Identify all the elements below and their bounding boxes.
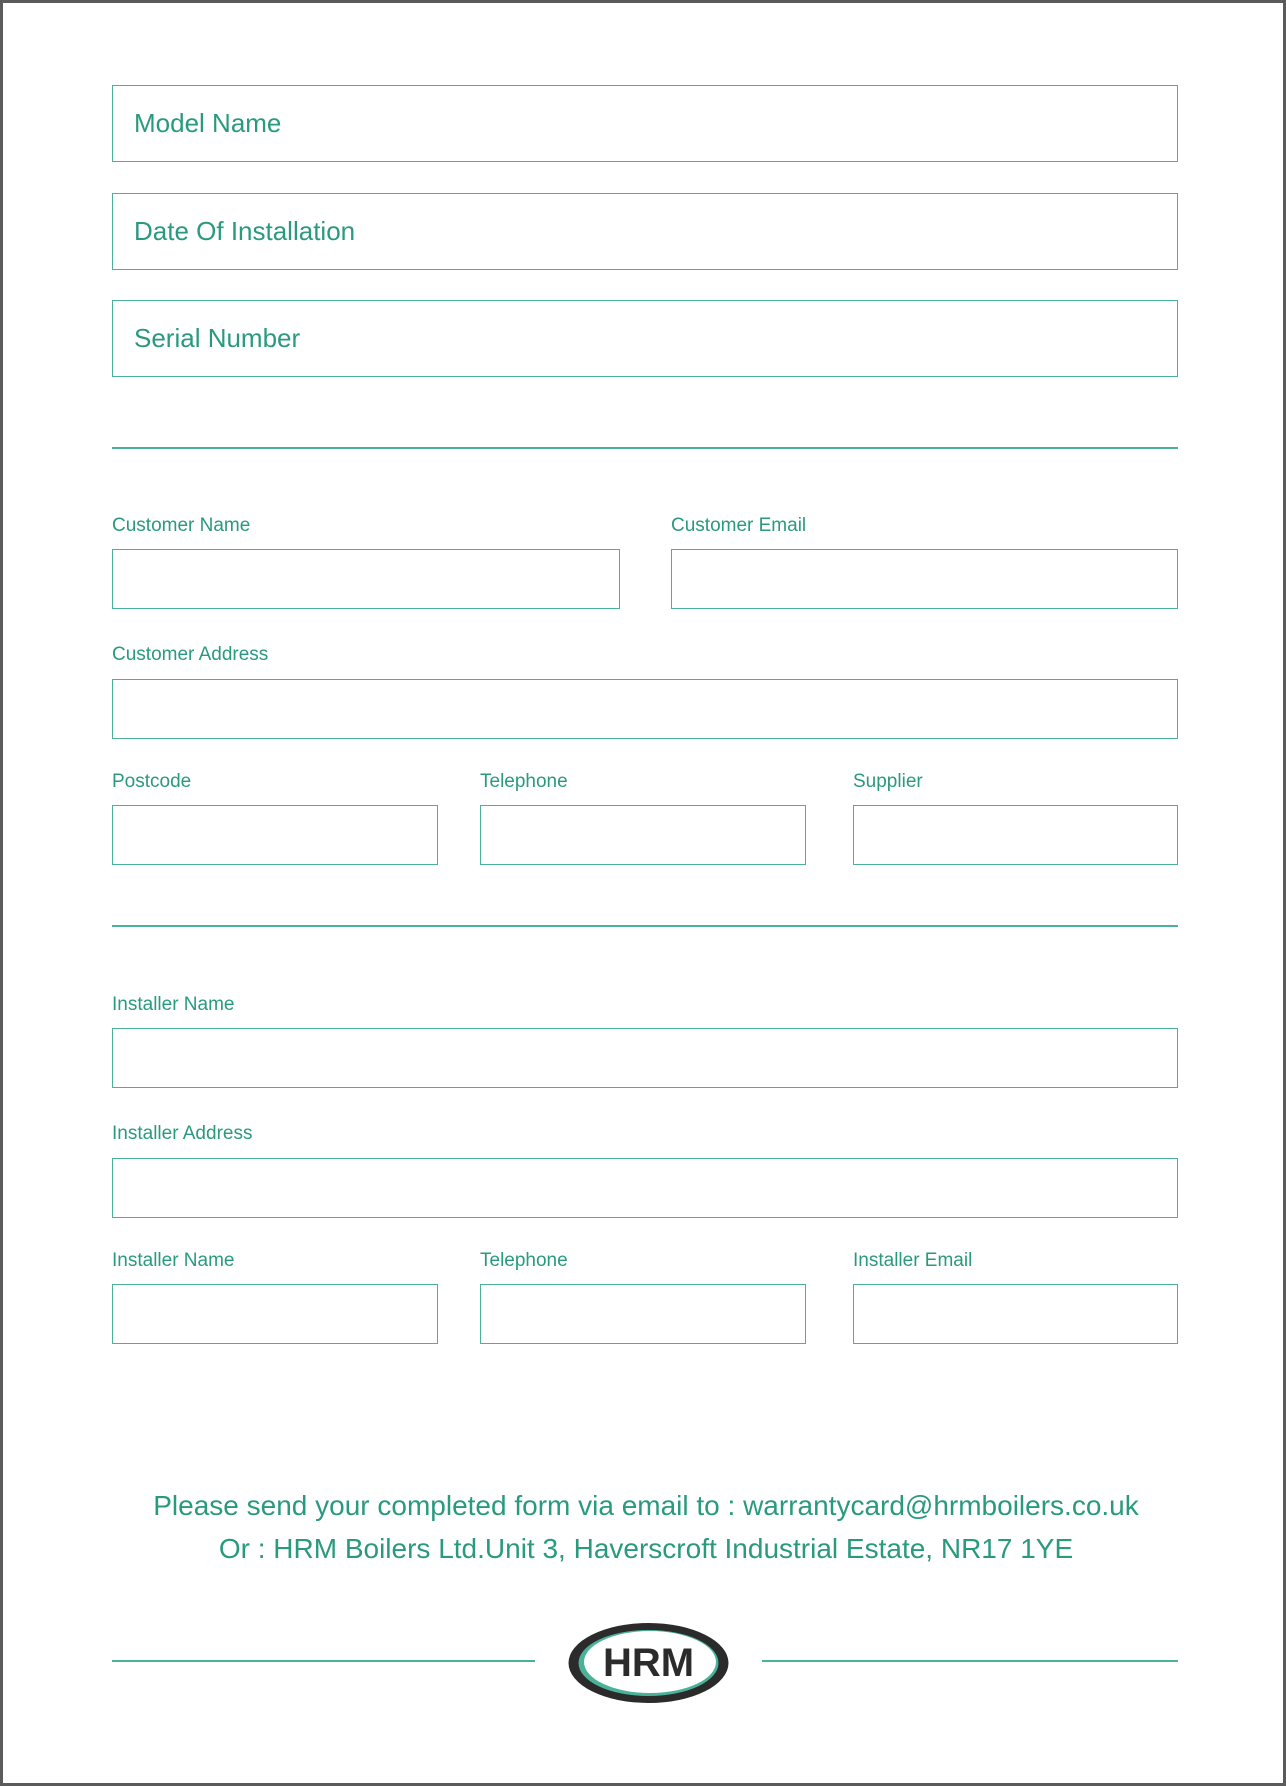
hrm-logo-mark (566, 1621, 731, 1705)
postcode-label: Postcode (112, 771, 192, 792)
model-name-label: Model Name (134, 108, 282, 138)
supplier-input[interactable] (853, 805, 1178, 865)
installer-name-2-input[interactable] (112, 1284, 438, 1344)
installer-address-label: Installer Address (112, 1123, 253, 1144)
installer-telephone-label: Telephone (480, 1250, 568, 1271)
supplier-label: Supplier (853, 771, 923, 792)
customer-email-input[interactable] (671, 549, 1178, 609)
customer-name-input[interactable] (112, 549, 620, 609)
section-divider (112, 925, 1178, 927)
footer-rule-right (762, 1660, 1178, 1662)
installer-address-input[interactable] (112, 1158, 1178, 1218)
customer-telephone-input[interactable] (480, 805, 806, 865)
hrm-logo-text: HRM (602, 1641, 695, 1685)
customer-address-label: Customer Address (112, 644, 269, 665)
installer-name-2-label: Installer Name (112, 1250, 235, 1271)
postcode-input[interactable] (112, 805, 438, 865)
date-of-installation-label: Date Of Installation (134, 216, 356, 246)
serial-number-label: Serial Number (134, 323, 301, 353)
hrm-logo (566, 1621, 731, 1705)
model-name-field[interactable] (112, 85, 1178, 162)
installer-email-input[interactable] (853, 1284, 1178, 1344)
installer-name-label: Installer Name (112, 994, 235, 1015)
customer-telephone-label: Telephone (480, 771, 568, 792)
footer-rule-left (112, 1660, 535, 1662)
customer-address-input[interactable] (112, 679, 1178, 739)
installer-email-label: Installer Email (853, 1250, 973, 1271)
section-divider (112, 447, 1178, 449)
customer-name-label: Customer Name (112, 515, 251, 536)
date-of-installation-field[interactable] (112, 193, 1178, 270)
installer-name-input[interactable] (112, 1028, 1178, 1088)
installer-telephone-input[interactable] (480, 1284, 806, 1344)
customer-email-label: Customer Email (671, 515, 807, 536)
submission-instructions: Please send your completed form via email to : warrantycard@hrmboilers.co.uk (153, 1490, 1139, 1521)
postal-address: Or : HRM Boilers Ltd.Unit 3, Haverscroft Industrial Estate, NR17 1YE (218, 1533, 1074, 1564)
serial-number-field[interactable] (112, 300, 1178, 377)
